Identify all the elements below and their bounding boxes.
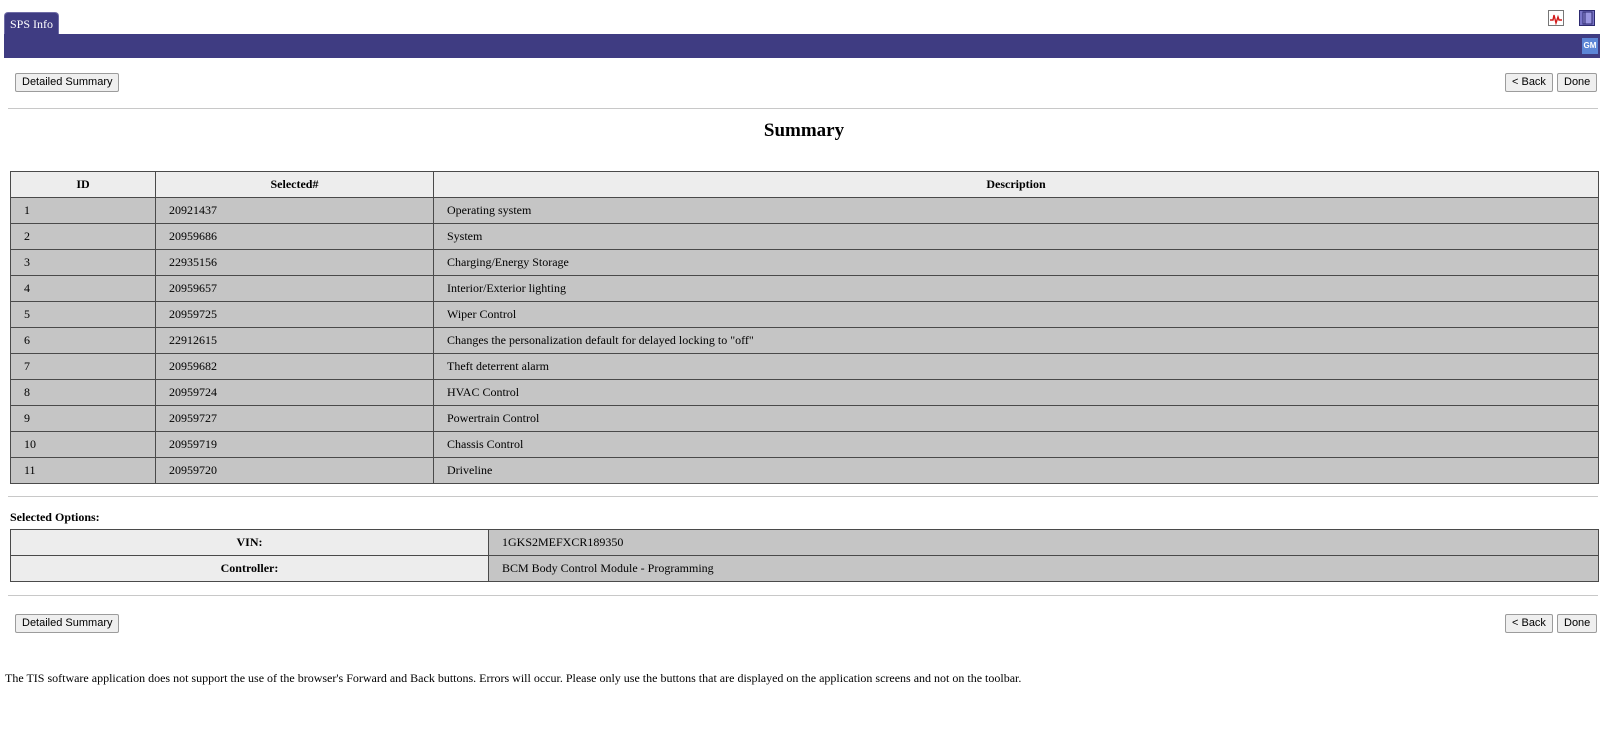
divider-middle [8,496,1598,497]
column-header-description: Description [434,172,1599,198]
row-selected-number: 20921437 [156,198,434,224]
row-id: 8 [11,380,156,406]
row-selected-number: 20959727 [156,406,434,432]
row-id: 2 [11,224,156,250]
row-description: Driveline [434,458,1599,484]
row-selected-number: 20959725 [156,302,434,328]
row-id: 7 [11,354,156,380]
table-row [11,380,1599,406]
detailed-summary-button-top[interactable]: Detailed Summary [15,73,119,92]
row-description: Powertrain Control [434,406,1599,432]
divider-top [8,108,1598,109]
row-selected-number: 20959724 [156,380,434,406]
row-description: Interior/Exterior lighting [434,276,1599,302]
row-selected-number: 20959686 [156,224,434,250]
page-title: Summary [763,120,845,141]
row-id: 1 [11,198,156,224]
divider-bottom [8,595,1598,596]
vin-row [11,530,1599,556]
summary-table [10,171,1599,484]
done-button-bottom[interactable]: Done [1557,614,1597,633]
table-row [11,328,1599,354]
pdf-icon[interactable] [1548,10,1564,26]
selected-options-heading: Selected Options: [10,510,100,524]
row-id: 6 [11,328,156,354]
tab-sps-info[interactable]: SPS Info [4,12,59,34]
controller-value: BCM Body Control Module - Programming [489,556,1599,582]
detailed-summary-button-bottom[interactable]: Detailed Summary [15,614,119,633]
row-description: System [434,224,1599,250]
table-row [11,198,1599,224]
row-id: 9 [11,406,156,432]
row-description: Chassis Control [434,432,1599,458]
row-selected-number: 22912615 [156,328,434,354]
tab-strip [0,0,1600,34]
summary-header-row [11,172,1599,198]
table-row [11,458,1599,484]
table-row [11,250,1599,276]
vin-value: 1GKS2MEFXCR189350 [489,530,1599,556]
done-button-top[interactable]: Done [1557,73,1597,92]
book-icon-graphic [1580,11,1594,25]
row-id: 4 [11,276,156,302]
selected-options-table [10,529,1599,582]
pdf-icon-graphic [1549,11,1563,25]
row-selected-number: 20959719 [156,432,434,458]
column-header-id: ID [11,172,156,198]
table-row [11,276,1599,302]
row-description: Operating system [434,198,1599,224]
footer-note: The TIS software application does not support the use of the browser's Forward and Back buttons. Errors will occur. Please only use the buttons that are displayed on the application screens and not on the toolbar. [5,671,1022,685]
column-header-selected: Selected# [156,172,434,198]
header-bar [4,34,1600,58]
row-id: 11 [11,458,156,484]
controller-label: Controller: [11,556,489,582]
row-selected-number: 20959720 [156,458,434,484]
row-selected-number: 20959682 [156,354,434,380]
row-id: 3 [11,250,156,276]
row-description: Wiper Control [434,302,1599,328]
table-row [11,432,1599,458]
table-row [11,406,1599,432]
table-row [11,302,1599,328]
row-selected-number: 20959657 [156,276,434,302]
table-row [11,354,1599,380]
row-description: Theft deterrent alarm [434,354,1599,380]
vin-label: VIN: [11,530,489,556]
back-button-bottom[interactable]: < Back [1505,614,1553,633]
back-button-top[interactable]: < Back [1505,73,1553,92]
row-id: 5 [11,302,156,328]
summary-body [11,198,1599,484]
row-id: 10 [11,432,156,458]
row-description: Charging/Energy Storage [434,250,1599,276]
book-icon[interactable] [1579,10,1595,26]
controller-row [11,556,1599,582]
row-description: Changes the personalization default for delayed locking to "off" [434,328,1599,354]
row-description: HVAC Control [434,380,1599,406]
gm-logo-icon: GM [1582,38,1598,54]
row-selected-number: 22935156 [156,250,434,276]
table-row [11,224,1599,250]
